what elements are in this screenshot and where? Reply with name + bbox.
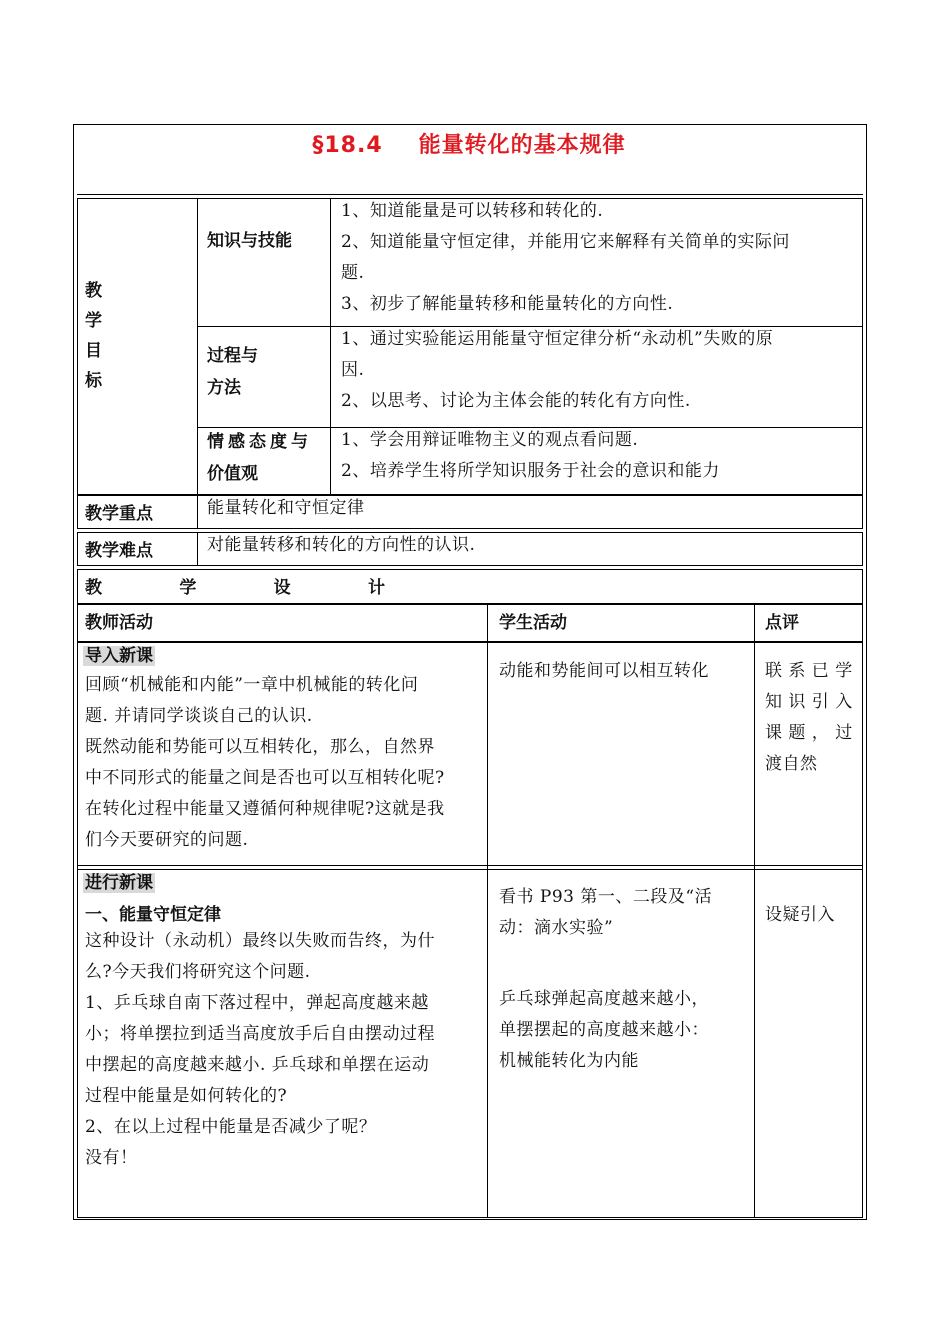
key-point-label: 教学重点 bbox=[85, 504, 153, 524]
attitude-label: 情感态度与 价值观 bbox=[207, 432, 312, 484]
lesson-plan-page bbox=[73, 124, 867, 1220]
section2-heading: 进行新课 bbox=[85, 873, 153, 893]
process-label: 过程与 方法 bbox=[207, 346, 258, 398]
section1-comment-text: 联 系 已 学 知 识 引 入 课 题 ， 过 渡自然 bbox=[765, 661, 853, 774]
section2-teacher-text: 这种设计（永动机）最终以失败而告终，为什 么?今天我们将研究这个问题. 1、乒乓球自南下落过程中，弹起高度越来越 小；将单摆拉到适当高度放手后自由摆动过程 中摆起的高度越来越小. 乒乓球和单摆在运动 过程中能量是如何转化的? 2、在以上过程中能量是否减少了呢？ 没有！ bbox=[85, 931, 435, 1168]
difficulty-label: 教学难点 bbox=[85, 541, 153, 561]
comment-column-header: 点评 bbox=[765, 613, 799, 633]
section-number: §18.4 bbox=[312, 133, 383, 158]
knowledge-text: 1、知道能量是可以转移和转化的. 2、知道能量守恒定律，并能用它来解释有关简单的实际问 题. 3、初步了解能量转移和能量转化的方向性. bbox=[341, 201, 790, 314]
title-divider bbox=[77, 194, 863, 195]
attitude-text: 1、学会用辩证唯物主义的观点看问题. 2、培养学生将所学知识服务于社会的意识和能力 bbox=[341, 430, 720, 481]
knowledge-label: 知识与技能 bbox=[207, 231, 292, 251]
difficulty-value: 对能量转移和转化的方向性的认识. bbox=[207, 535, 476, 555]
title-text: 能量转化的基本规律 bbox=[418, 133, 626, 158]
section2-student-text-a: 看书 P93 第一、二段及“活 动：滴水实验” bbox=[499, 887, 713, 938]
section2-subheading: 一、能量守恒定律 bbox=[85, 905, 221, 925]
section1-heading: 导入新课 bbox=[85, 646, 153, 666]
student-column-header: 学生活动 bbox=[499, 613, 567, 633]
key-point-row bbox=[77, 495, 863, 529]
teacher-column-header: 教师活动 bbox=[85, 613, 153, 633]
page-title bbox=[73, 128, 865, 159]
column-header-row bbox=[77, 604, 863, 642]
key-point-value: 能量转化和守恒定律 bbox=[207, 498, 365, 518]
design-header: 教 学 设 计 bbox=[85, 578, 385, 598]
section2-student-text-b: 乒乓球弹起高度越来越小， 单摆摆起的高度越来越小： 机械能转化为内能 bbox=[499, 989, 709, 1071]
section1-teacher-text: 回顾“机械能和内能”一章中机械能的转化问 题. 并请同学谈谈自己的认识. 既然动能和势能可以互相转化，那么，自然界 中不同形式的能量之间是否也可以互相转化呢? 在转化过程中能量又遵循何种规律呢?这就是我 们今天要研究的问题. bbox=[85, 675, 445, 850]
section1-student-text: 动能和势能间可以相互转化 bbox=[499, 661, 709, 681]
objectives-label: 教 学 目 标 bbox=[85, 281, 102, 391]
process-text: 1、通过实验能运用能量守恒定律分析“永动机”失败的原 因. 2、以思考、讨论为主体会能的转化有方向性. bbox=[341, 329, 774, 411]
section2-comment-text: 设疑引入 bbox=[765, 905, 835, 925]
